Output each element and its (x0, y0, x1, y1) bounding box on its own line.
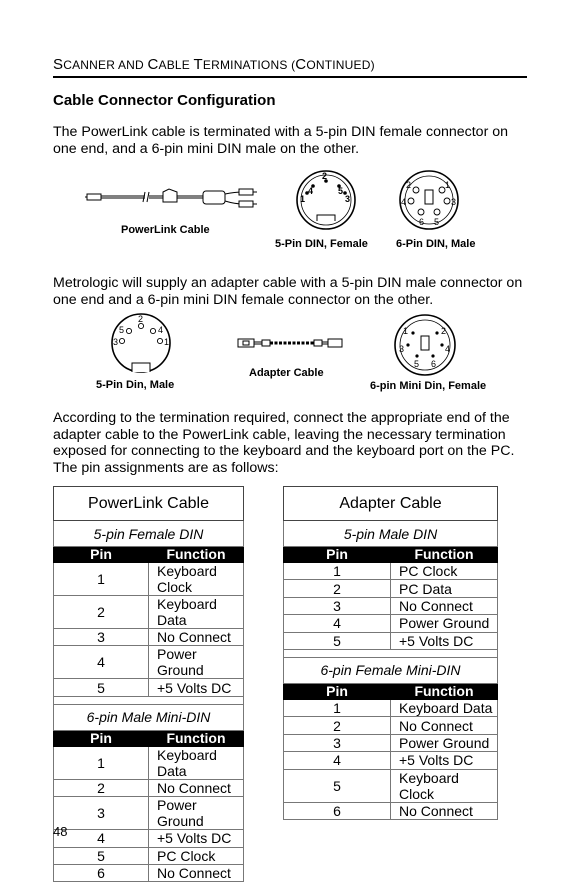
pin-cell: 3 (54, 797, 149, 830)
table-row (284, 563, 498, 580)
pin-cell: 5 (54, 679, 149, 696)
pin-cell: 2 (54, 596, 149, 629)
pin-column-header: Pin (284, 683, 391, 699)
header-word-3: TERMINATIONS ( (193, 56, 296, 73)
powerlink-cable-caption: PowerLink Cable (121, 224, 210, 236)
group-spacer (284, 649, 498, 657)
din6m-pin-label: 3 (451, 197, 457, 207)
pin-cell: 3 (284, 734, 391, 751)
function-cell: No Connect (391, 597, 498, 614)
pin-cell: 3 (54, 629, 149, 646)
table-row (284, 615, 498, 632)
pin-cell: 4 (54, 830, 149, 847)
din5f-pin-label: 5 (338, 186, 344, 196)
table-row (284, 769, 498, 802)
table-row (284, 699, 498, 716)
function-cell: Power Ground (391, 615, 498, 632)
din5m-pin-label: 3 (113, 337, 119, 347)
powerlink-cable-drawing (85, 180, 260, 220)
function-cell: Keyboard Clock (149, 563, 244, 596)
function-cell: +5 Volts DC (149, 679, 244, 696)
table-row (284, 597, 498, 614)
table-title: Adapter Cable (284, 487, 498, 521)
table-row (54, 646, 244, 679)
pin-cell: 2 (284, 580, 391, 597)
table-row (54, 779, 244, 796)
powerlink-pin-table (53, 486, 244, 882)
table-row (54, 596, 244, 629)
pin-column-header: Pin (54, 730, 149, 746)
function-cell: No Connect (149, 779, 244, 796)
din5m-pin-label: 5 (119, 325, 125, 335)
din6f-pin-label: 5 (414, 359, 420, 369)
function-cell: No Connect (391, 802, 498, 819)
section-title: Cable Connector Configuration (53, 92, 276, 109)
pin-cell: 2 (284, 717, 391, 734)
pin-cell: 6 (284, 802, 391, 819)
din6f-pin-label: 1 (403, 326, 409, 336)
pin-cell: 1 (54, 563, 149, 596)
pin-cell: 1 (284, 699, 391, 716)
group-spacer (54, 696, 244, 704)
din6-female-caption: 6-pin Mini Din, Female (370, 380, 487, 392)
termination-paragraph: According to the termination required, connect the appropriate end of the adapter cable to the PowerLink cable, leaving the necessary termination exposed for connecting to the keyboard and the keyboard port on the PC. The pin assignments are as follows: (53, 410, 515, 477)
function-cell: Keyboard Data (391, 699, 498, 716)
din6f-pin-label: 4 (445, 344, 451, 354)
running-header (53, 54, 527, 78)
table-row (54, 847, 244, 864)
group-subtitle: 5-pin Female DIN (54, 521, 244, 547)
function-cell: No Connect (149, 864, 244, 881)
din5-male-caption: 5-Pin Din, Male (96, 379, 175, 391)
din6m-pin-label: 5 (434, 217, 440, 227)
pin-cell: 5 (54, 847, 149, 864)
table-row (54, 797, 244, 830)
intro-paragraph: The PowerLink cable is terminated with a 5-pin DIN female connector on one end, and a 6-pin mini DIN male on the other. (53, 124, 509, 157)
table-row (284, 734, 498, 751)
din5m-pin-label: 2 (138, 314, 144, 324)
pin-cell: 4 (54, 646, 149, 679)
din5f-pin-label: 2 (322, 171, 328, 181)
function-cell: PC Data (391, 580, 498, 597)
din6m-pin-label: 2 (406, 180, 412, 190)
function-cell: PC Clock (391, 563, 498, 580)
adapter-pin-table (283, 486, 498, 820)
pin-cell: 4 (284, 752, 391, 769)
function-cell: Keyboard Data (149, 596, 244, 629)
header-word-2: CABLE (147, 56, 194, 73)
din5-female-caption: 5-Pin DIN, Female (275, 238, 368, 250)
pin-cell: 1 (284, 563, 391, 580)
function-cell: No Connect (149, 629, 244, 646)
table-row (54, 563, 244, 596)
din6f-pin-label: 3 (399, 344, 405, 354)
din6-female-diagram (390, 312, 460, 378)
din6m-pin-label: 4 (401, 197, 407, 207)
adapter-paragraph: Metrologic will supply an adapter cable with a 5-pin DIN male connector on one end and a 6-pin mini DIN female connector on the other. (53, 275, 523, 308)
pin-column-header: Pin (54, 547, 149, 563)
din5-female-diagram (291, 169, 361, 233)
din5f-pin-label: 4 (308, 186, 314, 196)
pin-cell: 2 (54, 779, 149, 796)
din6m-pin-label: 1 (445, 180, 451, 190)
function-cell: No Connect (391, 717, 498, 734)
function-cell: Keyboard Data (149, 746, 244, 779)
din6f-pin-label: 2 (441, 326, 447, 336)
function-cell: +5 Volts DC (149, 830, 244, 847)
din5f-pin-label: 3 (345, 194, 351, 204)
table-row (284, 717, 498, 734)
din6m-pin-label: 6 (419, 217, 425, 227)
pin-cell: 4 (284, 615, 391, 632)
running-header-text (53, 56, 375, 73)
din5f-pin-label: 1 (300, 194, 306, 204)
function-cell: Keyboard Clock (391, 769, 498, 802)
din5-male-diagram (106, 313, 176, 375)
group-subtitle: 6-pin Male Mini-DIN (54, 704, 244, 730)
table-row (284, 580, 498, 597)
header-word-1: SCANNER AND (53, 56, 148, 73)
table-row (54, 629, 244, 646)
function-cell: +5 Volts DC (391, 752, 498, 769)
function-column-header: Function (391, 683, 498, 699)
group-subtitle: 6-pin Female Mini-DIN (284, 657, 498, 683)
table-title: PowerLink Cable (54, 487, 244, 521)
function-cell: Power Ground (149, 646, 244, 679)
function-column-header: Function (149, 730, 244, 746)
din5m-pin-label: 4 (158, 325, 164, 335)
pin-cell: 6 (54, 864, 149, 881)
pin-cell: 5 (284, 632, 391, 649)
table-row (284, 802, 498, 819)
din6-male-diagram (394, 168, 464, 232)
header-word-4: CONTINUED) (295, 56, 375, 73)
pin-cell: 5 (284, 769, 391, 802)
group-subtitle: 5-pin Male DIN (284, 521, 498, 547)
function-cell: +5 Volts DC (391, 632, 498, 649)
table-row (284, 752, 498, 769)
pin-cell: 3 (284, 597, 391, 614)
din5m-pin-label: 1 (164, 337, 170, 347)
pin-column-header: Pin (284, 547, 391, 563)
function-cell: Power Ground (391, 734, 498, 751)
pin-cell: 1 (54, 746, 149, 779)
page-number: 48 (53, 824, 68, 839)
adapter-cable-drawing (236, 336, 346, 350)
adapter-cable-caption: Adapter Cable (249, 367, 324, 379)
function-cell: PC Clock (149, 847, 244, 864)
din6f-pin-label: 6 (431, 359, 437, 369)
table-row (54, 830, 244, 847)
table-row (284, 632, 498, 649)
function-column-header: Function (149, 547, 244, 563)
din6-male-caption: 6-Pin DIN, Male (396, 238, 476, 250)
table-row (54, 679, 244, 696)
table-row (54, 864, 244, 881)
function-column-header: Function (391, 547, 498, 563)
function-cell: Power Ground (149, 797, 244, 830)
table-row (54, 746, 244, 779)
